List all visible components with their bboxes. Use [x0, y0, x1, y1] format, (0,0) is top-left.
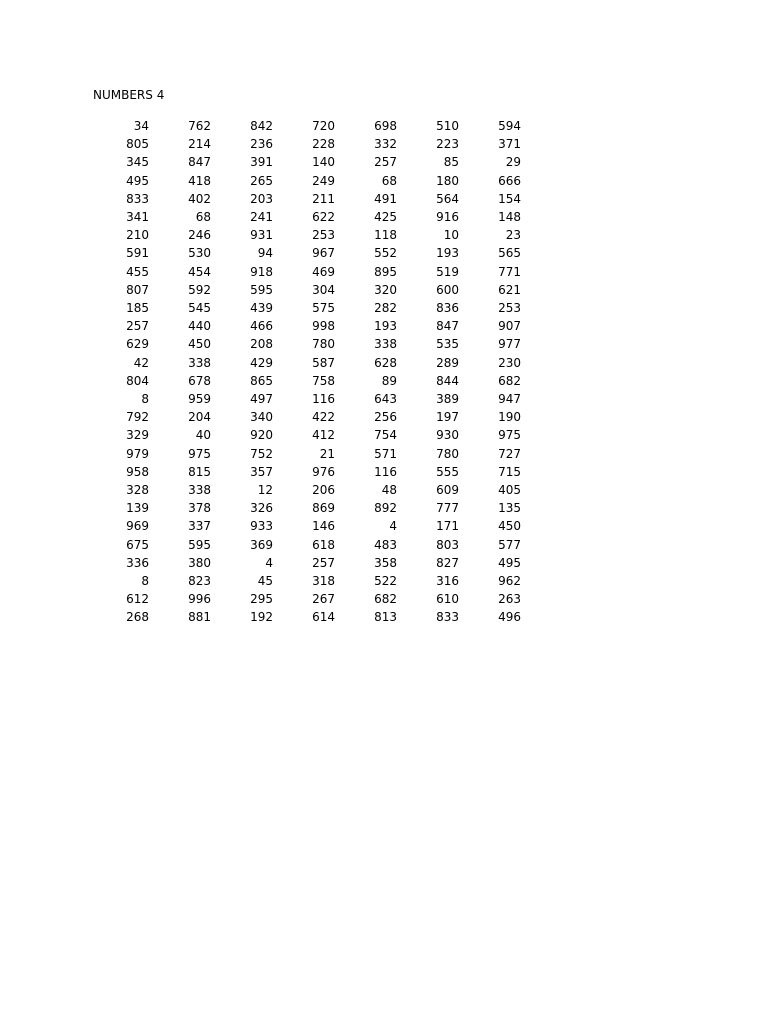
number-cell: 947	[498, 392, 521, 407]
number-cell: 930	[436, 428, 459, 443]
numbers-table-body	[88, 117, 521, 627]
number-cell: 510	[436, 119, 459, 133]
number-cell: 522	[374, 574, 397, 589]
number-cell: 842	[250, 119, 273, 133]
number-cell: 45	[257, 574, 273, 589]
number-cell: 94	[257, 246, 273, 261]
number-cell: 4	[265, 555, 273, 570]
number-cell: 329	[126, 428, 149, 443]
number-cell: 146	[312, 519, 335, 534]
number-cell: 495	[126, 173, 149, 188]
number-cell: 813	[374, 610, 397, 625]
table-row	[88, 372, 521, 390]
number-cell: 675	[126, 537, 149, 552]
table-row	[88, 354, 521, 372]
number-cell: 496	[498, 610, 521, 625]
number-cell: 595	[188, 537, 211, 552]
number-cell: 678	[188, 373, 211, 388]
number-cell: 497	[250, 392, 273, 407]
number-cell: 40	[195, 428, 211, 443]
number-cell: 933	[250, 519, 273, 534]
number-cell: 332	[374, 137, 397, 152]
number-cell: 595	[250, 282, 273, 297]
number-cell: 545	[188, 301, 211, 316]
number-cell: 450	[498, 519, 521, 534]
number-cell: 429	[250, 355, 273, 370]
number-cell: 304	[312, 282, 335, 297]
number-cell: 391	[250, 155, 273, 170]
number-cell: 643	[374, 392, 397, 407]
number-cell: 823	[188, 574, 211, 589]
number-cell: 618	[312, 537, 335, 552]
number-cell: 771	[498, 264, 521, 279]
number-cell: 316	[436, 574, 459, 589]
number-cell: 190	[498, 410, 521, 425]
number-cell: 402	[188, 191, 211, 206]
table-row	[88, 481, 521, 499]
number-cell: 211	[312, 191, 335, 206]
number-cell: 263	[498, 592, 521, 607]
number-cell: 455	[126, 264, 149, 279]
number-cell: 920	[250, 428, 273, 443]
number-cell: 571	[374, 446, 397, 461]
number-cell: 68	[195, 210, 211, 225]
number-cell: 564	[436, 191, 459, 206]
number-cell: 804	[126, 373, 149, 388]
number-cell: 42	[133, 355, 149, 370]
number-cell: 610	[436, 592, 459, 607]
number-cell: 4	[389, 519, 397, 534]
number-cell: 780	[312, 337, 335, 352]
number-cell: 337	[188, 519, 211, 534]
number-cell: 369	[250, 537, 273, 552]
table-row	[88, 281, 521, 299]
number-cell: 412	[312, 428, 335, 443]
number-cell: 587	[312, 355, 335, 370]
number-cell: 454	[188, 264, 211, 279]
table-row	[88, 226, 521, 244]
table-row	[88, 317, 521, 335]
number-cell: 682	[374, 592, 397, 607]
number-cell: 380	[188, 555, 211, 570]
number-cell: 916	[436, 210, 459, 225]
number-cell: 338	[374, 337, 397, 352]
table-row	[88, 536, 521, 554]
number-cell: 847	[188, 155, 211, 170]
number-cell: 977	[498, 337, 521, 352]
number-cell: 425	[374, 210, 397, 225]
number-cell: 422	[312, 410, 335, 425]
number-cell: 931	[250, 228, 273, 243]
number-cell: 555	[436, 464, 459, 479]
number-cell: 48	[381, 483, 397, 498]
number-cell: 345	[126, 155, 149, 170]
table-row	[88, 554, 521, 572]
number-cell: 609	[436, 483, 459, 498]
number-cell: 752	[250, 446, 273, 461]
table-row	[88, 426, 521, 444]
table-row	[88, 608, 521, 626]
number-cell: 976	[312, 464, 335, 479]
number-cell: 116	[312, 392, 335, 407]
number-cell: 180	[436, 173, 459, 188]
table-row	[88, 208, 521, 226]
table-row	[88, 153, 521, 171]
number-cell: 236	[250, 137, 273, 152]
number-cell: 754	[374, 428, 397, 443]
number-cell: 29	[505, 155, 521, 170]
number-cell: 530	[188, 246, 211, 261]
table-row	[88, 499, 521, 517]
number-cell: 328	[126, 483, 149, 498]
number-cell: 836	[436, 301, 459, 316]
number-cell: 193	[436, 246, 459, 261]
table-row	[88, 263, 521, 281]
number-cell: 780	[436, 446, 459, 461]
number-cell: 439	[250, 301, 273, 316]
number-cell: 418	[188, 173, 211, 188]
number-cell: 12	[257, 483, 273, 498]
number-cell: 249	[312, 173, 335, 188]
number-cell: 918	[250, 264, 273, 279]
number-cell: 805	[126, 137, 149, 152]
number-cell: 371	[498, 137, 521, 152]
number-cell: 68	[381, 173, 397, 188]
number-cell: 979	[126, 446, 149, 461]
number-cell: 389	[436, 392, 459, 407]
number-cell: 206	[312, 483, 335, 498]
number-cell: 340	[250, 410, 273, 425]
number-cell: 8	[141, 574, 149, 589]
table-row	[88, 135, 521, 153]
number-cell: 959	[188, 392, 211, 407]
number-cell: 257	[312, 555, 335, 570]
number-cell: 881	[188, 610, 211, 625]
number-cell: 171	[436, 519, 459, 534]
number-cell: 594	[498, 119, 521, 133]
number-cell: 118	[374, 228, 397, 243]
number-cell: 592	[188, 282, 211, 297]
number-cell: 253	[498, 301, 521, 316]
number-cell: 338	[188, 355, 211, 370]
number-cell: 185	[126, 301, 149, 316]
number-cell: 575	[312, 301, 335, 316]
number-cell: 378	[188, 501, 211, 516]
number-cell: 975	[498, 428, 521, 443]
number-cell: 267	[312, 592, 335, 607]
number-cell: 577	[498, 537, 521, 552]
number-cell: 204	[188, 410, 211, 425]
number-cell: 628	[374, 355, 397, 370]
number-cell: 192	[250, 610, 273, 625]
number-cell: 230	[498, 355, 521, 370]
number-cell: 140	[312, 155, 335, 170]
number-cell: 962	[498, 574, 521, 589]
number-cell: 469	[312, 264, 335, 279]
number-cell: 698	[374, 119, 397, 133]
number-cell: 715	[498, 464, 521, 479]
number-cell: 341	[126, 210, 149, 225]
number-cell: 666	[498, 173, 521, 188]
number-cell: 892	[374, 501, 397, 516]
table-row	[88, 390, 521, 408]
number-cell: 358	[374, 555, 397, 570]
number-cell: 535	[436, 337, 459, 352]
number-cell: 193	[374, 319, 397, 334]
sheet-title: NUMBERS 4	[93, 88, 165, 102]
number-cell: 792	[126, 410, 149, 425]
number-cell: 591	[126, 246, 149, 261]
number-cell: 257	[126, 319, 149, 334]
number-cell: 720	[312, 119, 335, 133]
number-cell: 23	[505, 228, 521, 243]
numbers-table	[88, 117, 521, 627]
number-cell: 865	[250, 373, 273, 388]
number-cell: 777	[436, 501, 459, 516]
number-cell: 336	[126, 555, 149, 570]
number-cell: 21	[319, 446, 335, 461]
number-cell: 241	[250, 210, 273, 225]
number-cell: 450	[188, 337, 211, 352]
number-cell: 727	[498, 446, 521, 461]
number-cell: 803	[436, 537, 459, 552]
number-cell: 621	[498, 282, 521, 297]
number-cell: 612	[126, 592, 149, 607]
table-row	[88, 408, 521, 426]
number-cell: 203	[250, 191, 273, 206]
number-cell: 967	[312, 246, 335, 261]
number-cell: 326	[250, 501, 273, 516]
number-cell: 466	[250, 319, 273, 334]
number-cell: 869	[312, 501, 335, 516]
number-cell: 833	[436, 610, 459, 625]
table-row	[88, 445, 521, 463]
number-cell: 289	[436, 355, 459, 370]
number-cell: 256	[374, 410, 397, 425]
number-cell: 10	[443, 228, 459, 243]
number-cell: 815	[188, 464, 211, 479]
number-cell: 265	[250, 173, 273, 188]
number-cell: 565	[498, 246, 521, 261]
number-cell: 629	[126, 337, 149, 352]
number-cell: 758	[312, 373, 335, 388]
number-cell: 495	[498, 555, 521, 570]
number-cell: 85	[443, 155, 459, 170]
number-cell: 8	[141, 392, 149, 407]
number-cell: 483	[374, 537, 397, 552]
number-cell: 405	[498, 483, 521, 498]
number-cell: 827	[436, 555, 459, 570]
number-cell: 197	[436, 410, 459, 425]
table-row	[88, 299, 521, 317]
table-row	[88, 190, 521, 208]
number-cell: 998	[312, 319, 335, 334]
number-cell: 214	[188, 137, 211, 152]
number-cell: 89	[381, 373, 397, 388]
number-cell: 807	[126, 282, 149, 297]
table-row	[88, 463, 521, 481]
number-cell: 208	[250, 337, 273, 352]
number-cell: 246	[188, 228, 211, 243]
number-cell: 600	[436, 282, 459, 297]
number-cell: 552	[374, 246, 397, 261]
table-row	[88, 335, 521, 353]
table-row	[88, 117, 521, 135]
number-cell: 975	[188, 446, 211, 461]
table-row	[88, 172, 521, 190]
number-cell: 34	[133, 119, 149, 133]
number-cell: 996	[188, 592, 211, 607]
number-cell: 295	[250, 592, 273, 607]
number-cell: 519	[436, 264, 459, 279]
number-cell: 268	[126, 610, 149, 625]
number-cell: 282	[374, 301, 397, 316]
number-cell: 844	[436, 373, 459, 388]
table-row	[88, 572, 521, 590]
number-cell: 491	[374, 191, 397, 206]
number-cell: 210	[126, 228, 149, 243]
number-cell: 614	[312, 610, 335, 625]
number-cell: 139	[126, 501, 149, 516]
number-cell: 907	[498, 319, 521, 334]
number-cell: 135	[498, 501, 521, 516]
number-cell: 253	[312, 228, 335, 243]
number-cell: 895	[374, 264, 397, 279]
number-cell: 357	[250, 464, 273, 479]
table-row	[88, 244, 521, 262]
number-cell: 969	[126, 519, 149, 534]
number-cell: 148	[498, 210, 521, 225]
number-cell: 847	[436, 319, 459, 334]
number-cell: 338	[188, 483, 211, 498]
number-cell: 958	[126, 464, 149, 479]
number-cell: 228	[312, 137, 335, 152]
table-row	[88, 517, 521, 535]
number-cell: 257	[374, 155, 397, 170]
number-cell: 682	[498, 373, 521, 388]
number-cell: 762	[188, 119, 211, 133]
number-cell: 833	[126, 191, 149, 206]
number-cell: 318	[312, 574, 335, 589]
number-cell: 440	[188, 319, 211, 334]
table-row	[88, 590, 521, 608]
number-cell: 320	[374, 282, 397, 297]
number-cell: 154	[498, 191, 521, 206]
number-cell: 116	[374, 464, 397, 479]
number-cell: 223	[436, 137, 459, 152]
number-cell: 622	[312, 210, 335, 225]
